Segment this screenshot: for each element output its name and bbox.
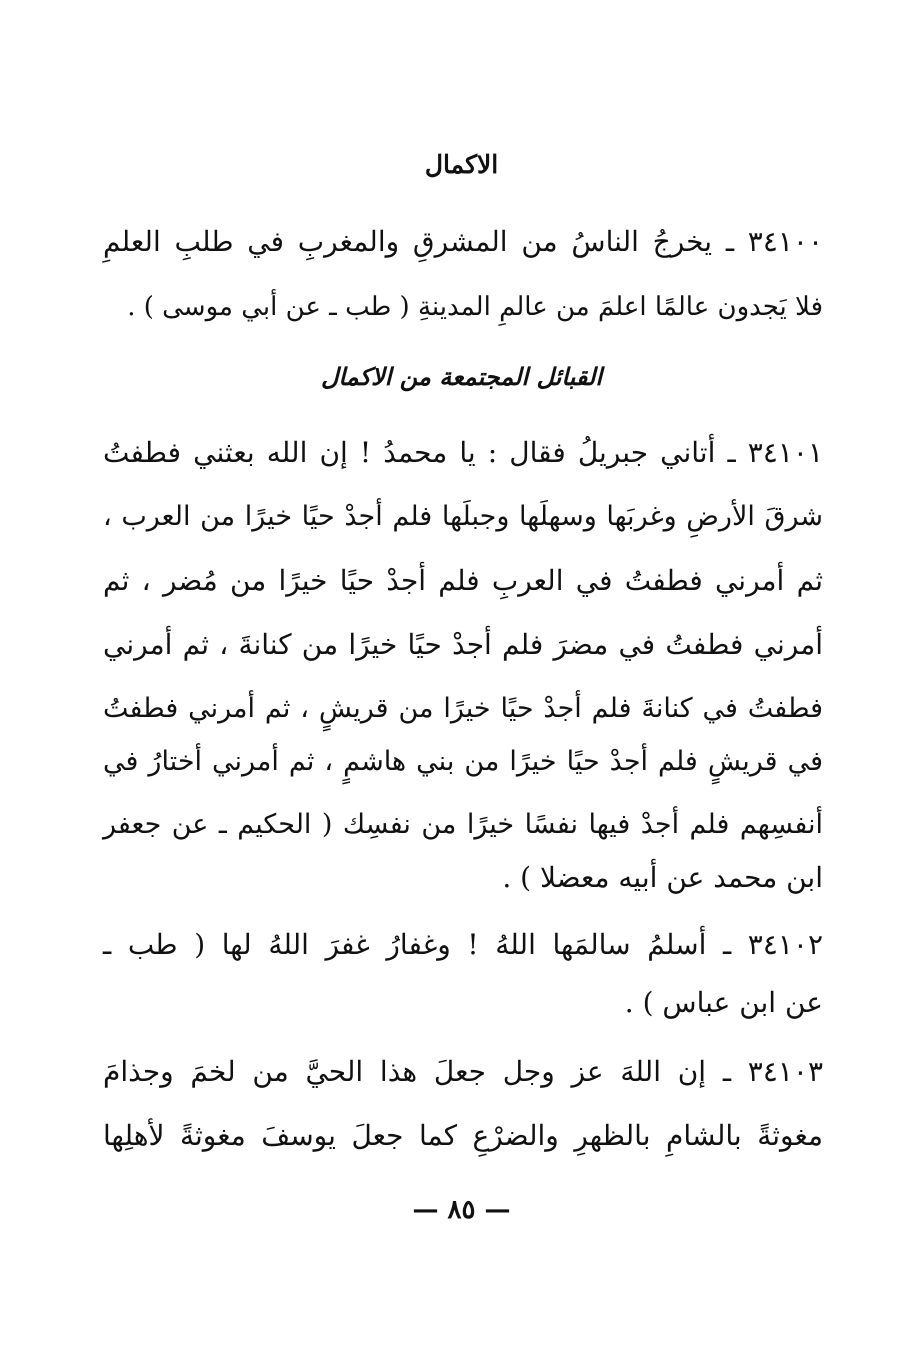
text-line: عن ابن عباس ) . (624, 986, 823, 1019)
text-line: ٣٤١٠١ ـ أتاني جبريلُ فقال : يا محمدُ ! إن الله بعثني فطفتُ (103, 436, 823, 469)
text-line: ثم أمرني فطفتُ في العربِ فلم أجدْ حيًا خيرًا من مُضر ، ثم (103, 564, 823, 597)
text-line: فلا يَجدون عالمًا اعلمَ من عالمِ المدينةِ ( طب ـ عن أبي موسى ) . (127, 292, 823, 322)
text-line: ٣٤١٠٠ ـ يخرجُ الناسُ من المشرقِ والمغربِ في طلبِ العلمِ (103, 225, 823, 258)
text-line: في قريشٍ فلم أجدْ حيًا خيرًا من بني هاشمٍ ، ثم أمرني أختارُ في (103, 746, 823, 777)
section-heading: القبائل المجتمعة من الاكمال (320, 362, 603, 391)
page-number: — ٨٥ — (412, 1195, 511, 1225)
text-line: فطفتُ في كنانةَ فلم أجدْ حيًا خيرًا من قريشٍ ، ثم أمرني فطفتُ (103, 693, 823, 724)
text-line: شرقَ الأرضِ وغربَها وسهلَها وجبلَها فلم أجدْ حيًا خيرًا من العرب ، (103, 501, 823, 532)
running-head: الاكمال (424, 150, 499, 179)
text-line: ٣٤١٠٣ ـ إن اللهَ عز وجل جعلَ هذا الحيَّ من لخمَ وجذامَ (103, 1055, 823, 1088)
text-line: ٣٤١٠٢ ـ أسلمُ سالمَها اللهُ ! وغفارُ غفرَ اللهُ لها ( طب ـ (103, 928, 823, 961)
text-line: أنفسِهم فلم أجدْ فيها نفسًا خيرًا من نفسِك ( الحكيم ـ عن جعفر (103, 809, 823, 840)
text-line: مغوثةً بالشامِ بالظهرِ والضرْعِ كما جعلَ يوسفَ مغوثةً لأهلِها (103, 1119, 823, 1152)
text-line: ابن محمد عن أبيه معضلا ) . (502, 861, 823, 894)
text-line: أمرني فطفتُ في مضرَ فلم أجدْ حيًا خيرًا من كنانةَ ، ثم أمرني (103, 628, 823, 661)
